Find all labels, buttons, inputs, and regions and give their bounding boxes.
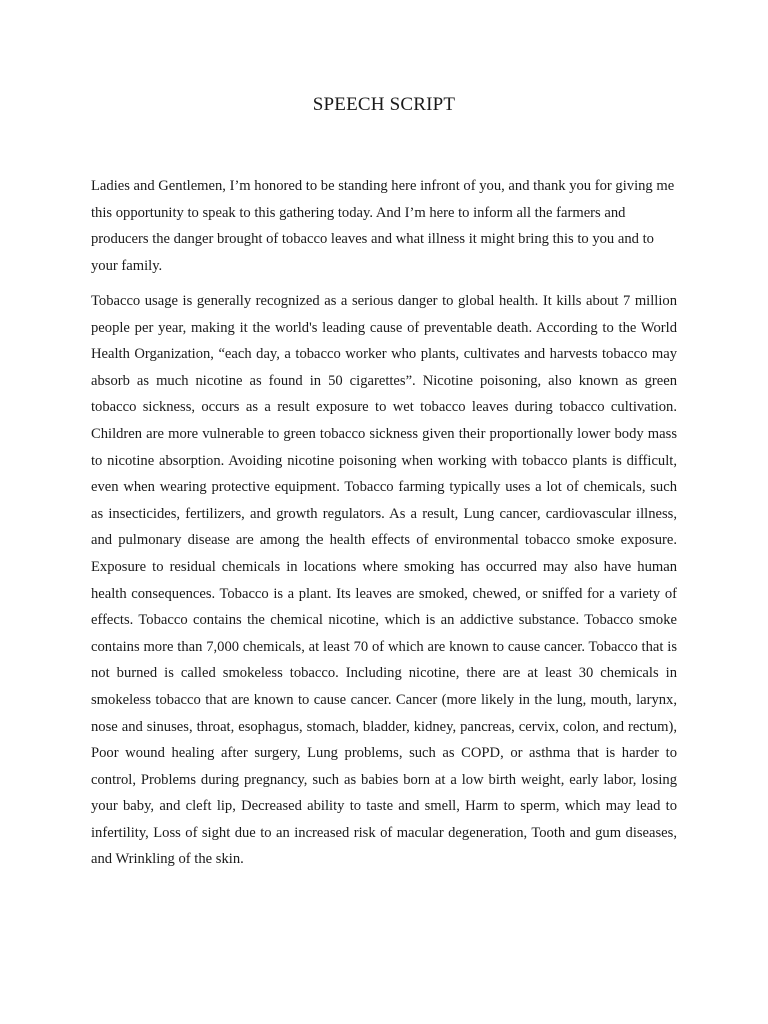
document-title: SPEECH SCRIPT — [312, 94, 456, 115]
paragraph-body: Tobacco usage is generally recognized as a serious danger to global health. It kills about 7 million people per year, making it the world's leading cause of preventable death. According to the World Health Organization, “each day, a tobacco worker who plants, cultivates and harvests tobacco may absorb as much nicotine as found in 50 cigarettes”. Nicotine poisoning, also known as green tobacco sickness, occurs as a result exposure to wet tobacco leaves during tobacco cultivation. Children are more vulnerable to green tobacco sickness given their proportionally lower body mass to nicotine absorption. Avoiding nicotine poisoning when working with tobacco plants is difficult, even when wearing protective equipment. Tobacco farming typically uses a lot of chemicals, such as insecticides, fertilizers, and growth regulators. As a result, Lung cancer, cardiovascular illness, and pulmonary disease are among the health effects of environmental tobacco smoke exposure. Exposure to residual chemicals in locations where smoking has occurred may also have human health consequences. Tobacco is a plant. Its leaves are smoked, chewed, or sniffed for a variety of effects. Tobacco contains the chemical nicotine, which is an addictive substance. Tobacco smoke contains more than 7,000 chemicals, at least 70 of which are known to cause cancer. Tobacco that is not burned is called smokeless tobacco. Including nicotine, there are at least 30 chemicals in smokeless tobacco that are known to cause cancer. Cancer (more likely in the lung, mouth, larynx, nose and sinuses, throat, esophagus, stomach, bladder, kidney, pancreas, cervix, colon, and rectum), Poor wound healing after surgery, Lung problems, such as COPD, or asthma that is harder to control, Problems during pregnancy, such as babies born at a low birth weight, early labor, losing your baby, and cleft lip, Decreased ability to taste and smell, Harm to sperm, which may lead to infertility, Loss of sight due to an increased risk of macular degeneration, Tooth and gum diseases, and Wrinkling of the skin. — [91, 293, 677, 868]
paragraph-greeting: Ladies and Gentlemen, I’m honored to be standing here infront of you, and thank you for giving me this opportunity to speak to this gathering today. And I’m here to inform all the farmers and producers the danger brought of tobacco leaves and what illness it might bring this to you and to your family. — [91, 178, 675, 274]
